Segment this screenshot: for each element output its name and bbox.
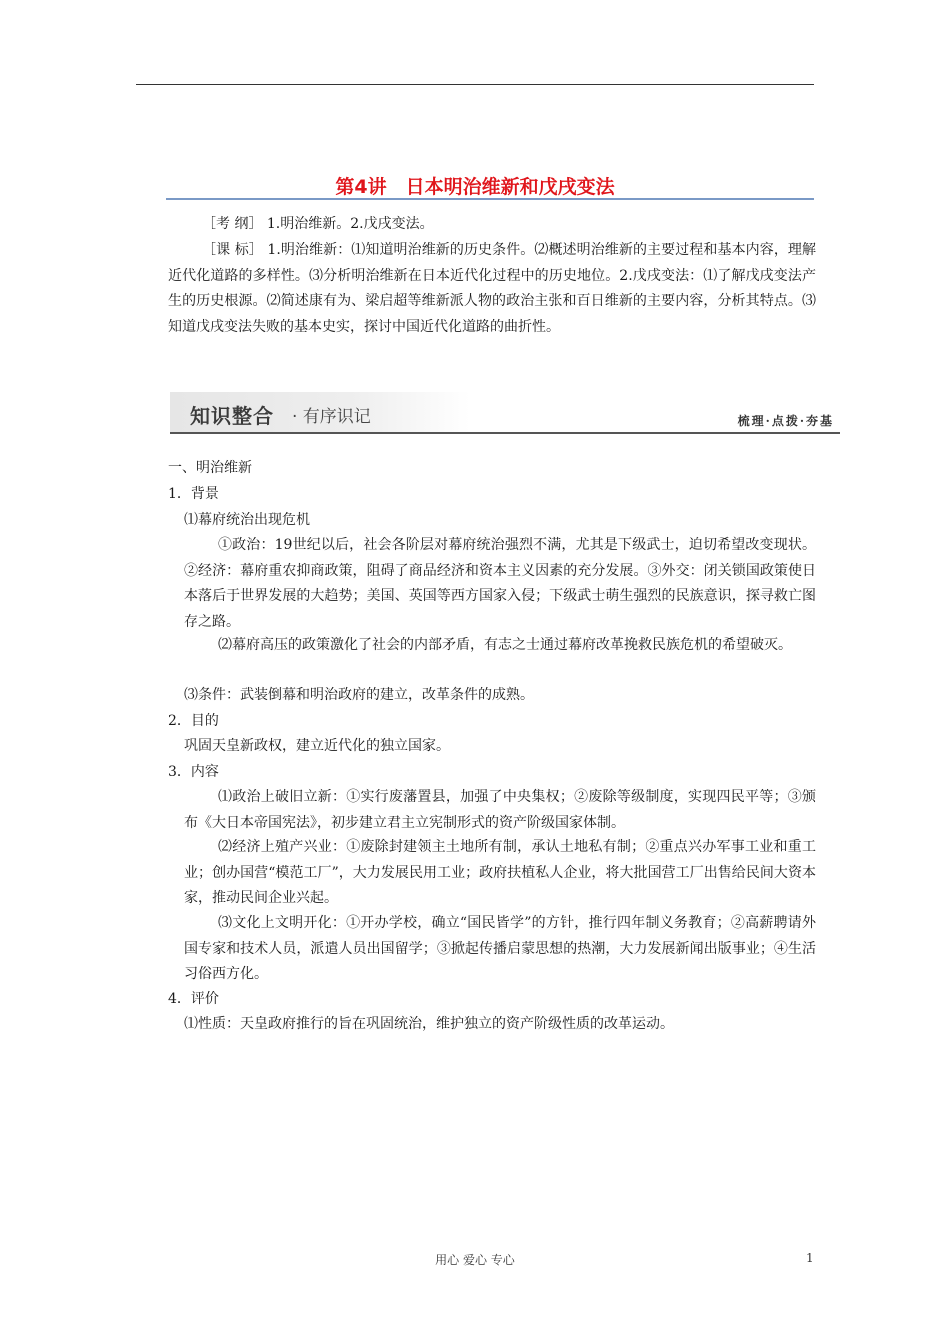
page-title: 第4讲 日本明治维新和戊戌变法 xyxy=(335,176,615,198)
subheading-crisis: ⑴幕府统治出现危机 xyxy=(184,512,310,528)
page-number: 1 xyxy=(806,1251,814,1265)
content-politics: ⑴政治上破旧立新：①实行废藩置县，加强了中央集权；②废除等级制度，实现四民平等；③颁布《大日本帝国宪法》，初步建立君主立宪制形式的资产阶级国家体制。 xyxy=(184,789,816,831)
goal-body: 巩固天皇新政权，建立近代化的独立国家。 xyxy=(184,738,450,754)
kaogang-text: ［考 纲］ 1.明治维新。2.戊戌变法。 xyxy=(202,216,434,232)
content-economy: ⑵经济上殖产兴业：①废除封建领主土地所有制，承认土地私有制；②重点兴办军事工业和重工业；创办国营“模范工厂”，大力发展民用工业；政府扶植私人企业，将大批国营工厂出售给民间大资本家，推动民间企业兴起。 xyxy=(184,839,816,906)
crisis-body: ①政治：19世纪以后，社会各阶层对幕府统治强烈不满，尤其是下级武士，迫切希望改变现状。②经济：幕府重农抑商政策，阻碍了商品经济和资本主义因素的充分发展。③外交：闭关锁国政策使日本落后于世界发展的大趋势；美国、英国等西方国家入侵；下级武士萌生强烈的民族意识，探寻救亡图存之路。 xyxy=(184,537,816,630)
conditions-text: ⑶条件：武装倒幕和明治政府的建立，改革条件的成熟。 xyxy=(184,687,534,703)
footer-motto: 用心 爱心 专心 xyxy=(435,1253,515,1267)
content-culture: ⑶文化上文明开化：①开办学校，确立“国民皆学”的方针，推行四年制义务教育；②高薪聘请外国专家和技术人员，派遣人员出国留学；③掀起传播启蒙思想的热潮，大力发展新闻出版事业；④生活习俗西方化。 xyxy=(184,915,816,982)
heading-content: 3．内容 xyxy=(168,764,219,780)
reform-failure-text: ⑵幕府高压的政策激化了社会的内部矛盾，有志之士通过幕府改革挽救民族危机的希望破灭。 xyxy=(218,637,792,653)
heading-goal: 2．目的 xyxy=(168,713,219,729)
banner-right-label: 梳理·点拨·夯基 xyxy=(737,414,834,428)
title-underline xyxy=(166,198,814,200)
section-banner xyxy=(170,392,840,434)
evaluation-nature: ⑴性质：天皇政府推行的旨在巩固统治，维护独立的资产阶级性质的改革运动。 xyxy=(184,1016,674,1032)
banner-rule xyxy=(170,432,840,434)
heading-evaluation: 4．评价 xyxy=(168,991,219,1007)
heading-background: 1．背景 xyxy=(168,486,219,502)
section-heading: 一、明治维新 xyxy=(168,460,252,476)
header-rule xyxy=(136,84,814,85)
banner-subtitle: · 有序识记 xyxy=(292,407,371,427)
kebiao-text: ［课 标］ 1.明治维新：⑴知道明治维新的历史条件。⑵概述明治维新的主要过程和基本内容，理解近代化道路的多样性。⑶分析明治维新在日本近代化过程中的历史地位。2.戊戌变法：⑴了解戊戌变法产生的历史根源。⑵简述康有为、梁启超等维新派人物的政治主张和百日维新的主要内容，分析其特点。⑶知道戊戌变法失败的基本史实，探讨中国近代化道路的曲折性。 xyxy=(168,242,816,335)
banner-title: 知识整合 xyxy=(190,404,274,428)
